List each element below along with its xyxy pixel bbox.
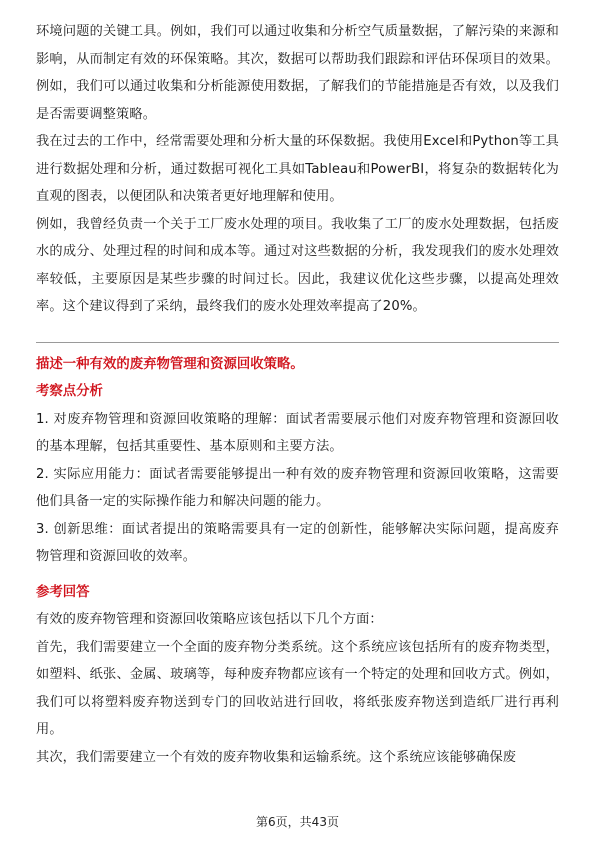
document-page [36,18,559,771]
analysis-point-2: 2. 实际应用能力：面试者需要能够提出一种有效的废弃物管理和资源回收策略，这需要他们具备一定的实际操作能力和解决问题的能力。 [36,466,559,509]
question-title: 描述一种有效的废弃物管理和资源回收策略。 [36,356,304,372]
page-number: 第6页，共43页 [256,815,339,829]
analysis-point-1: 1. 对废弃物管理和资源回收策略的理解：面试者需要展示他们对废弃物管理和资源回收的基本理解，包括其重要性、基本原则和主要方法。 [36,411,559,454]
intro-paragraph-3: 例如，我曾经负责一个关于工厂废水处理的项目。我收集了工厂的废水处理数据，包括废水的成分、处理过程的时间和成本等。通过对这些数据的分析，我发现我们的废水处理效率较低，主要原因是某些步骤的时间过长。因此，我建议优化这些步骤，以提高处理效率。这个建议得到了采纳，最终我们的废水处理效率提高了20%。 [36,216,559,314]
answer-paragraph-1: 有效的废弃物管理和资源回收策略应该包括以下几个方面： [36,612,383,627]
intro-paragraph-1: 环境问题的关键工具。例如，我们可以通过收集和分析空气质量数据，了解污染的来源和影响，从而制定有效的环保策略。其次，数据可以帮助我们跟踪和评估环保项目的效果。例如，我们可以通过收集和分析能源使用数据，了解我们的节能措施是否有效，以及我们是否需要调整策略。 [36,24,559,122]
answer-paragraph-3: 其次，我们需要建立一个有效的废弃物收集和运输系统。这个系统应该能够确保废 [36,749,517,765]
answer-paragraph-2: 首先，我们需要建立一个全面的废弃物分类系统。这个系统应该包括所有的废弃物类型，如塑料、纸张、金属、玻璃等，每种废弃物都应该有一个特定的处理和回收方式。例如，我们可以将塑料废弃物送到专门的回收站进行回收，将纸张废弃物送到造纸厂进行再利用。 [36,639,559,737]
analysis-heading: 考察点分析 [36,384,103,399]
analysis-point-3: 3. 创新思维：面试者提出的策略需要具有一定的创新性，能够解决实际问题，提高废弃物管理和资源回收的效率。 [36,521,559,564]
intro-paragraph-2: 我在过去的工作中，经常需要处理和分析大量的环保数据。我使用Excel和Python等工具进行数据处理和分析，通过数据可视化工具如Tableau和PowerBI，将复杂的数据转化为直观的图表，以便团队和决策者更好地理解和使用。 [36,134,559,204]
answer-heading: 参考回答 [36,584,90,600]
section-divider [36,342,559,343]
